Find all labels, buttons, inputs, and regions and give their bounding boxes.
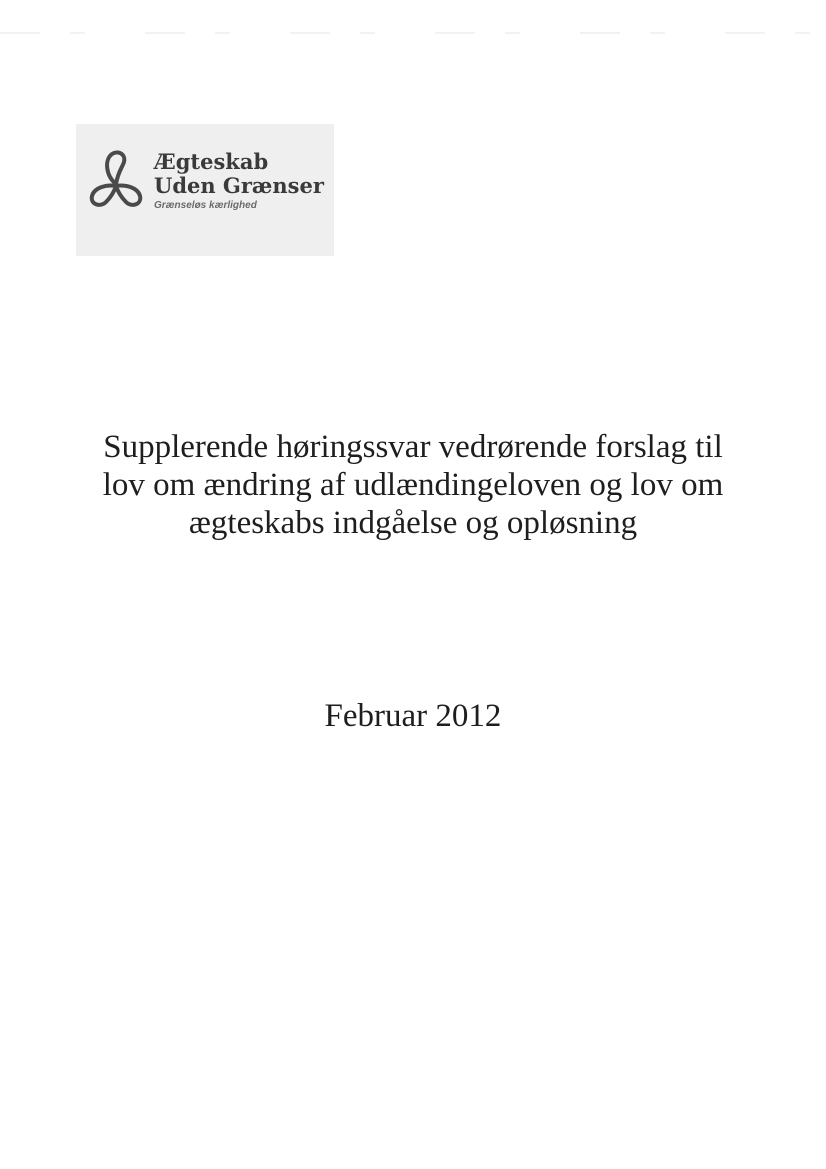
title-line-3: ægteskabs indgåelse og opløsning	[188, 505, 638, 541]
logo-name-line-1: Ægteskab	[154, 149, 269, 174]
three-leaf-heart-icon	[88, 146, 144, 214]
logo-wordmark	[154, 150, 324, 211]
logo-tagline: Grænseløs kærlighed	[154, 200, 257, 211]
title-line-1: Supplerende høringssvar vedrørende forslag til	[103, 429, 723, 465]
document-date: Februar 2012	[324, 698, 502, 734]
document-title	[60, 428, 766, 542]
logo-name-line-2: Uden Grænser	[154, 173, 324, 198]
title-line-2: lov om ændring af udlændingeloven og lov om	[102, 467, 724, 503]
organization-logo	[76, 124, 334, 256]
